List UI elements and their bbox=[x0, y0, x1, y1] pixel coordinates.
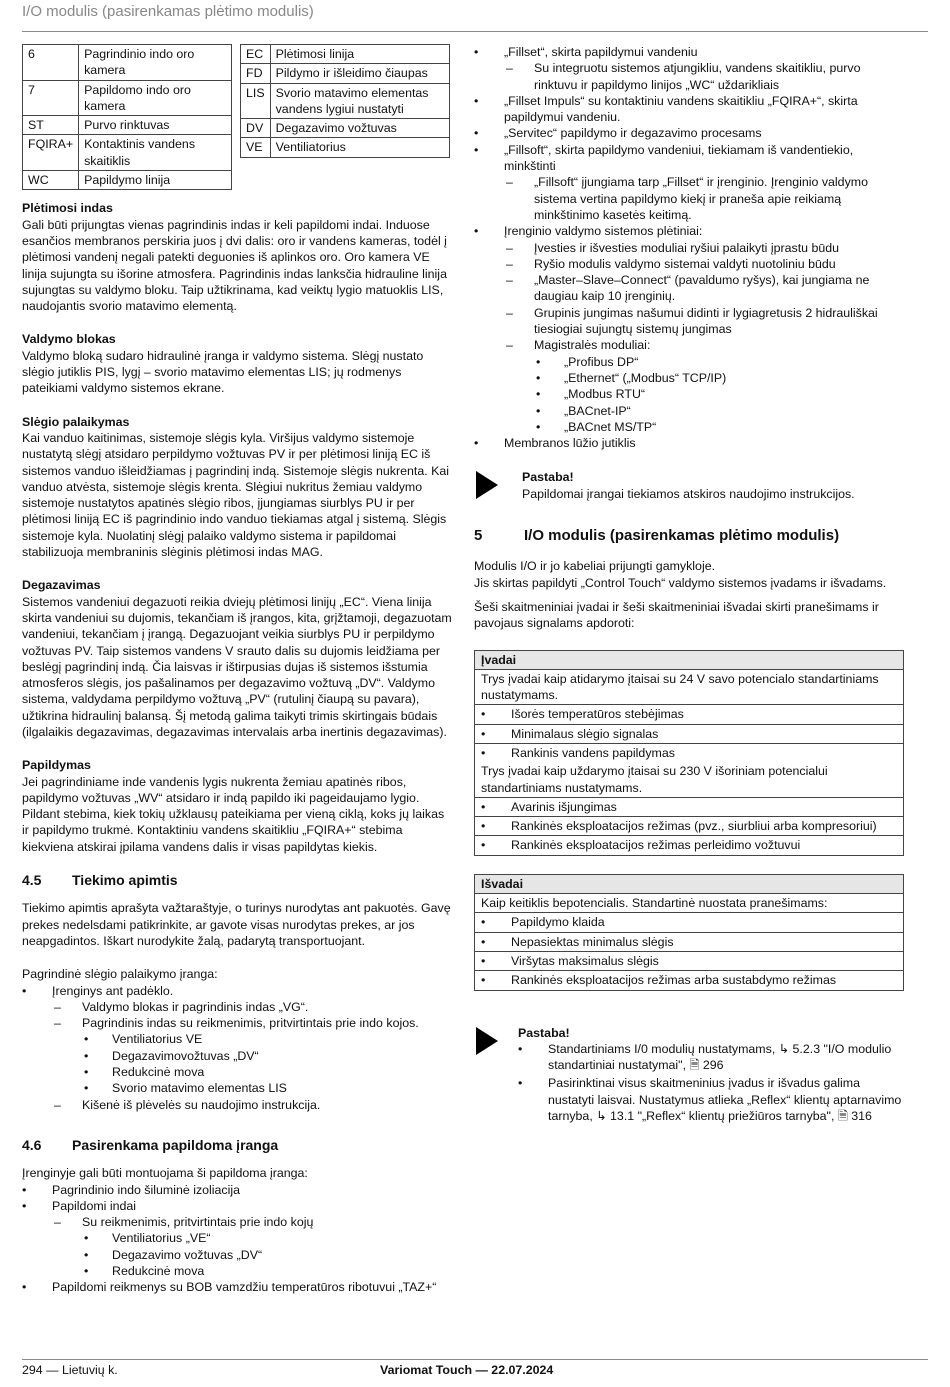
abbreviation-code: FQIRA+ bbox=[23, 135, 79, 171]
list-item: • Membranos lūžio jutiklis bbox=[474, 436, 636, 451]
paragraph: Pagrindinė slėgio palaikymo įranga: bbox=[22, 967, 218, 982]
abbreviation-code: FD bbox=[241, 64, 271, 83]
list-item: • „Ethernet“ („Modbus“ TCP/IP) bbox=[536, 370, 727, 385]
paragraph: Šeši skaitmeniniai įvadai ir šeši skaitmeniniai išvadai skirti pranešimams ir pavojaus signalams apdoroti: bbox=[474, 599, 879, 631]
list-item: • „Profibus DP“ bbox=[536, 354, 639, 369]
abbreviation-tables bbox=[22, 44, 452, 190]
abbreviation-row bbox=[241, 45, 450, 64]
outputs-box bbox=[474, 874, 904, 991]
abbreviation-row bbox=[23, 135, 232, 171]
subsection bbox=[22, 414, 452, 561]
abbreviation-text: Pildymo ir išleidimo čiaupas bbox=[270, 64, 449, 83]
list-item: • Ventiliatorius VE bbox=[84, 1032, 203, 1047]
note-title: Pastaba! bbox=[518, 1025, 570, 1040]
list-item: • Redukcinė mova bbox=[84, 1264, 205, 1278]
optional-equipment-list bbox=[22, 1182, 452, 1296]
list-item: • Redukcinė mova bbox=[84, 1065, 205, 1080]
paragraph: Jis skirtas papildyti „Control Touch“ valdymo sistemos įvadams ir išvadams. bbox=[474, 575, 887, 590]
box-list-item: • Rankinės eksploatacijos režimas arba sustabdymo režimas bbox=[481, 973, 837, 988]
extensions-list bbox=[474, 44, 904, 451]
list-item: • Įrenginio valdymo sistemos plėtiniai: bbox=[474, 224, 703, 239]
box-list-item: • Rankinis vandens papildymas bbox=[481, 745, 675, 760]
abbreviation-code: LIS bbox=[241, 83, 271, 119]
left-column bbox=[22, 44, 452, 1296]
abbreviation-row bbox=[241, 83, 450, 119]
subsection-title: Papildymas bbox=[22, 758, 91, 773]
abbreviation-row bbox=[23, 116, 232, 135]
list-item: • „Fillset Impuls“ su kontaktiniu vandens skaitikliu „FQIRA+“, skirta papildymui vandeniu. bbox=[474, 93, 858, 125]
right-column bbox=[474, 44, 904, 1142]
subsection bbox=[22, 757, 452, 855]
list-item: – Grupinis jungimas našumui didinti ir lygiagretusis 2 hidrauliškai tiesiogiai sujungtų sistemų jungimas bbox=[506, 305, 878, 337]
box-text: Trys įvadai kaip uždarymo įtaisai su 230 V išoriniam potencialui standartiniams nustatymams. bbox=[475, 762, 903, 798]
abbreviation-text: Plėtimosi linija bbox=[270, 45, 449, 64]
note-box bbox=[474, 1025, 904, 1125]
box-list-item: • Rankinės eksploatacijos režimas perleidimo vožtuvui bbox=[481, 838, 801, 853]
abbreviation-text: Svorio matavimo elementas vandens lygiui nustatyti bbox=[270, 83, 449, 119]
box-list-item: • Išorės temperatūros stebėjimas bbox=[475, 705, 903, 724]
footer-rule bbox=[22, 1359, 928, 1360]
arrow-icon bbox=[476, 471, 498, 499]
section-heading-4-5: 4.5 Tiekimo apimtis bbox=[22, 872, 178, 889]
abbreviation-row bbox=[23, 171, 232, 190]
list-item: • Pagrindinio indo šiluminė izoliacija bbox=[22, 1182, 241, 1197]
abbreviation-code: DV bbox=[241, 119, 271, 138]
supply-list bbox=[22, 983, 452, 1113]
abbreviation-table-right bbox=[240, 44, 450, 158]
subsection-text: Kai vanduo kaitinimas, sistemoje slėgis kyla. Viršijus valdymo sistemoje nustatytą slėgį atsidaro perpildymo vožtuvas PV ir per plėtimosi liniją EC iš sistemos vanduo išleidžiamas į pagrindinį indą. Sistemoje slėgis nukrenta. Kai vanduo atvėsta, sistemoje slėgis krenta. Slėgiui nukritus žemiau valdymo sistemoje nustatytos apatinės slėgio ribos, įjungiamas siurblys PU ir per plėtimosi liniją EC iš pagrindinio indo vanduo tiekiamas atgal į sistemą. Slėgis sistemoje kyla. Nuolatinį slėgį palaiko valdymo sistema ir papildomai stabilizuoja membraninis slėginis plėtimosi indas MAG. bbox=[22, 430, 450, 560]
subsection-text: Valdymo bloką sudaro hidraulinė įranga ir valdymo sistema. Slėgį nustato slėgio jutiklis PIS, lygį – svorio matavimo elementas LIS; jų rodmenys pateikiami valdymo sistemos ekrane. bbox=[22, 348, 424, 396]
list-item: • „Fillset“, skirta papildymui vandeniu bbox=[474, 45, 698, 59]
abbreviation-text: Pagrindinio indo oro kamera bbox=[79, 45, 232, 81]
footer-title: Variomat Touch — 22.07.2024 bbox=[380, 1363, 554, 1377]
list-item: – Kišenė iš plėvelės su naudojimo instrukcija. bbox=[54, 1097, 321, 1112]
abbreviation-text: Degazavimo vožtuvas bbox=[270, 119, 449, 138]
subsection bbox=[22, 577, 452, 740]
list-item: • „BACnet-IP“ bbox=[536, 403, 631, 418]
abbreviation-text: Papildomo indo oro kamera bbox=[79, 80, 232, 116]
list-item: – „Fillsoft“ įjungiama tarp „Fillset“ ir įrenginio. Įrenginio valdymo sistema vertina papildymo kiekį ir praneša apie reikiamą minkštinimo kasetės keitimą. bbox=[506, 175, 868, 222]
box-text: Trys įvadai kaip atidarymo įtaisai su 24 V savo potencialo standartiniams nustatymams. bbox=[475, 670, 903, 706]
subsection-title: Plėtimosi indas bbox=[22, 201, 113, 216]
abbreviation-row bbox=[23, 80, 232, 116]
abbreviation-text: Papildymo linija bbox=[79, 171, 232, 190]
box-list-item: • Rankinės eksploatacijos režimas (pvz., siurbliui arba kompresoriui) bbox=[475, 817, 903, 836]
list-item: – Magistralės moduliai: bbox=[506, 338, 651, 353]
abbreviation-row bbox=[241, 64, 450, 83]
subsection-title: Valdymo blokas bbox=[22, 332, 116, 347]
subsection-title: Degazavimas bbox=[22, 578, 101, 593]
subsection bbox=[22, 200, 452, 314]
list-item: • Papildomi indai bbox=[22, 1198, 137, 1213]
note-title: Pastaba! bbox=[522, 470, 574, 485]
box-title: Įvadai bbox=[475, 651, 903, 670]
subsection-title: Slėgio palaikymas bbox=[22, 414, 130, 429]
paragraph: Modulis I/O ir jo kabeliai prijungti gamykloje. bbox=[474, 559, 716, 574]
abbreviation-text: Kontaktinis vandens skaitiklis bbox=[79, 135, 232, 171]
section-heading-4-6: 4.6 Pasirenkama papildoma įranga bbox=[22, 1136, 279, 1153]
note-item: • Pasirinktinai visus skaitmeninius įvadus ir išvadus galima nustatyti laisvai. Nustatymus atlieka „Reflex“ klientų aptarnavimo tarnyba, ↳ 13.1 "„Reflex“ klientų priežiūros tarnyba", 🗎 316 bbox=[518, 1076, 902, 1124]
box-text: Kaip keitiklis bepotencialis. Standartinė nuostata pranešimams: bbox=[475, 894, 903, 913]
list-item: – „Master–Slave–Connect“ (pavaldumo ryšys), kai jungiama ne daugiau kaip 10 įrenginių. bbox=[506, 273, 870, 304]
subsection-text: Gali būti prijungtas vienas pagrindinis indas ir keli papildomi indai. Induose esančios membranos perskiria juos į dvi dalis: oro ir vandens kameras, todėl į plėtimosi vandenį negali patekti deguonies iš aplinkos oro. Oro kamera VE linija sujungta su išorine atmosfera. Pagrindinis indas lanksčia hidrauline linija sujungtas su valdymo bloku. Taip užtikrinama, kad veiktų lygio matuoklis LIS, naudojantis svorio matavimo elementą. bbox=[22, 217, 447, 314]
box-list-item: • Nepasiektas minimalus slėgis bbox=[475, 933, 903, 952]
abbreviation-code: EC bbox=[241, 45, 271, 64]
section-heading-5: 5 I/O modulis (pasirenkamas plėtimo modulis) bbox=[474, 527, 840, 545]
list-item: – Su integruotu sistemos atjungikliu, vandens skaitikliu, purvo rinktuvu ir papildymo linijos „WC“ uždarikliais bbox=[506, 61, 861, 92]
list-item: • „Modbus RTU“ bbox=[536, 387, 646, 402]
footer-page: 294 — Lietuvių k. bbox=[22, 1363, 118, 1377]
list-item: • Degazavimo vožtuvas „DV“ bbox=[84, 1247, 263, 1262]
list-item: • Ventiliatorius „VE“ bbox=[84, 1231, 211, 1246]
list-item: • „BACnet MS/TP“ bbox=[536, 419, 657, 434]
list-item: • Degazavimovožtuvas „DV“ bbox=[84, 1048, 259, 1063]
note-box bbox=[474, 469, 904, 502]
list-item: • Papildomi reikmenys su BOB vamzdžiu temperatūros ribotuvui „TAZ+“ bbox=[22, 1280, 437, 1295]
box-list-item: • Viršytas maksimalus slėgis bbox=[475, 952, 903, 971]
running-header: I/O modulis (pasirenkamas plėtimo modulis) bbox=[22, 3, 314, 20]
abbreviation-code: ST bbox=[23, 116, 79, 135]
paragraph: Įrenginyje gali būti montuojama ši papildoma įranga: bbox=[22, 1166, 308, 1181]
box-list-item: • Avarinis išjungimas bbox=[475, 798, 903, 817]
list-item: • „Fillsoft“, skirta papildymo vandeniui, tiekiamam iš vandentiekio, minkštinti bbox=[474, 142, 854, 174]
abbreviation-code: WC bbox=[23, 171, 79, 190]
subsection bbox=[22, 331, 452, 396]
abbreviation-text: Ventiliatorius bbox=[270, 138, 449, 157]
list-item: – Su reikmenimis, pritvirtintais prie indo kojų bbox=[54, 1215, 314, 1230]
abbreviation-code: 7 bbox=[23, 80, 79, 116]
list-item: – Pagrindinis indas su reikmenimis, pritvirtintais prie indo kojos. bbox=[54, 1016, 419, 1031]
list-item: • Svorio matavimo elementas LIS bbox=[84, 1081, 287, 1096]
abbreviation-row bbox=[241, 138, 450, 157]
header-rule bbox=[22, 31, 928, 32]
box-list-item: • Minimalaus slėgio signalas bbox=[475, 725, 903, 744]
note-item: • Standartiniams I/0 modulių nustatymams, ↳ 5.2.3 "I/O modulio standartiniai nustatymai", 🗎 296 bbox=[518, 1041, 892, 1073]
abbreviation-row bbox=[23, 45, 232, 81]
subsection-text: Jei pagrindiniame inde vandenis lygis nukrenta žemiau apatinės ribos, papildymo vožtuvas „WV“ atsidaro ir indą papildo iki pageidaujamo lygio. Pildant stebima, kiek tokių užklausų pateikiama per vieną ciklą, koks jų laikas ir papildymo trukmė. Kontaktiniu vandens skaitikliu „FQIRA+“ stebima kiekviena atskirai įpilama vandens dalis ir visas papildytas kiekis. bbox=[22, 774, 445, 854]
list-item: – Įvesties ir išvesties moduliai ryšiui palaikyti įprastu būdu bbox=[506, 240, 840, 255]
paragraph: Tiekimo apimtis aprašyta važtaraštyje, o turinys nurodytas ant pakuotės. Gavę prekes nedelsdami patikrinkite, ar gavote visas nurodytas prekes, ar jos neapgadintos. Iškart nurodykite žalą, padarytą transportuojant. bbox=[22, 901, 451, 948]
subsection-text: Sistemos vandeniui degazuoti reikia dviejų plėtimosi linijų „EC“. Viena linija skirta vandeniui su dujomis, tekančiam iš įrangos, kita, grįžtamoji, degazuotam vandeniui, tekančiam į įrangą. Degazuojant veikia siurblys PU ir perpildymo vožtuvas PV. Taip sistemos vandens V srauto dalis su dujomis leidžiama per beslėgį pagrindinį indą. Čia laisvas ir ištirpusias dujas iš sistemos išstumia atmosferos slėgis, jos pašalinamos per degazavimo vožtuvą „DV“. Valdymo sistema, valdydama perpildymo vožtuvą „PV“ (rutulinį čiaupą su pavara), užtikrina hidraulinį balansą. Šį metodą galima taikyti trimis skirtingais būdais (ilgalaikis degazavimas, degazavimas intervalais arba inertinis degazavimas). bbox=[22, 594, 452, 739]
list-item: – Valdymo blokas ir pagrindinis indas „VG“. bbox=[54, 999, 309, 1014]
list-item: • Įrenginys ant padėklo. bbox=[22, 983, 174, 998]
abbreviation-row bbox=[241, 119, 450, 138]
arrow-icon bbox=[476, 1027, 498, 1055]
box-title: Išvadai bbox=[475, 875, 903, 894]
inputs-box bbox=[474, 650, 904, 856]
abbreviation-table-left bbox=[22, 44, 232, 190]
abbreviation-text: Purvo rinktuvas bbox=[79, 116, 232, 135]
abbreviation-code: VE bbox=[241, 138, 271, 157]
abbreviation-code: 6 bbox=[23, 45, 79, 81]
note-text: Papildomai įrangai tiekiamos atskiros naudojimo instrukcijos. bbox=[522, 486, 855, 501]
box-list-item: • Papildymo klaida bbox=[475, 913, 903, 932]
list-item: – Ryšio modulis valdymo sistemai valdyti nuotoliniu būdu bbox=[506, 256, 836, 271]
list-item: • „Servitec“ papildymo ir degazavimo procesams bbox=[474, 126, 762, 141]
